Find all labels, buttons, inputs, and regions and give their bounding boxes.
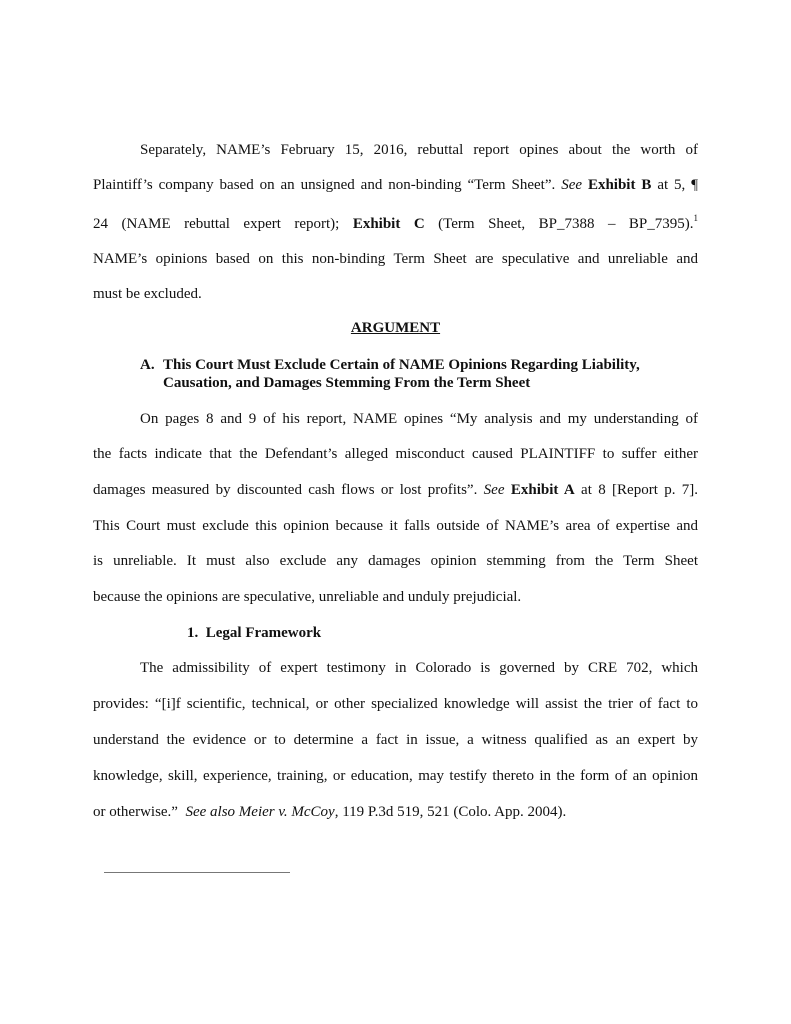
paragraph-1-line-1 [140, 141, 698, 159]
paragraph-text: because the opinions are speculative, unreliable and unduly prejudicial. [93, 589, 522, 605]
paragraph-2-line-6 [93, 588, 698, 606]
paragraph-3-line-5 [93, 803, 698, 821]
exhibit-c-reference: Exhibit C [352, 216, 425, 232]
see-signal: See [561, 177, 583, 193]
subsection-number: 1. [187, 625, 199, 641]
paragraph-text: 24 (NAME rebuttal expert report); [93, 216, 340, 232]
paragraph-text: knowledge, skill, experience, training, or education, may testify thereto in the form of an opinion [93, 768, 698, 784]
subsection-title: Legal Framework [205, 625, 322, 641]
paragraph-2-line-4 [93, 517, 698, 535]
paragraph-text: is unreliable. It must also exclude any damages opinion stemming from the Term Sheet [93, 553, 698, 569]
footnote-marker[interactable]: 1 [693, 213, 699, 223]
paragraph-3-line-4 [93, 767, 698, 785]
paragraph-1-line-4 [93, 250, 698, 268]
paragraph-text: understand the evidence or to determine a fact in issue, a witness qualified as an expert by [93, 732, 698, 748]
paragraph-text: at 8 [Report p. 7]. [581, 482, 699, 498]
paragraph-text: at 5, ¶ [657, 177, 699, 193]
section-letter: A. [140, 357, 155, 373]
footnote-separator [104, 872, 290, 873]
paragraph-2-line-1 [140, 410, 698, 428]
exhibit-a-reference: Exhibit A [510, 482, 575, 498]
paragraph-text: NAME’s opinions based on this non-binding Term Sheet are speculative and unreliable and [93, 251, 698, 267]
argument-heading: ARGUMENT [350, 320, 441, 336]
paragraph-text: Separately, NAME’s February 15, 2016, rebuttal report opines about the worth of [140, 142, 698, 158]
paragraph-text: On pages 8 and 9 of his report, NAME opines “My analysis and my understanding of [140, 411, 698, 427]
paragraph-text: provides: “[i]f scientific, technical, or other specialized knowledge will assist the trier of fact to [93, 696, 698, 712]
paragraph-3-line-3 [93, 731, 698, 749]
exhibit-b-reference: Exhibit B [587, 177, 652, 193]
paragraph-text: the facts indicate that the Defendant’s alleged misconduct caused PLAINTIFF to suffer either [93, 446, 698, 462]
subsection-1-heading [187, 625, 321, 642]
paragraph-text: must be excluded. [93, 286, 202, 302]
paragraph-text-with-footnote [438, 213, 699, 232]
paragraph-2-line-3 [93, 481, 698, 499]
paragraph-text: or otherwise.” [93, 804, 178, 820]
paragraph-3-line-1 [140, 659, 698, 677]
section-a-heading [140, 356, 685, 392]
paragraph-2-line-5 [93, 552, 698, 570]
paragraph-1-line-2 [93, 176, 698, 194]
paragraph-text: , 119 P.3d 519, 521 (Colo. App. 2004). [334, 804, 567, 820]
paragraph-2-line-2 [93, 445, 698, 463]
paragraph-text: The admissibility of expert testimony in Colorado is governed by CRE 702, which [140, 660, 698, 676]
paragraph-text: (Term Sheet, BP_7388 – BP_7395). [438, 216, 694, 232]
case-citation: See also Meier v. McCoy [185, 804, 335, 820]
paragraph-1-line-3 [93, 215, 698, 233]
paragraph-3-line-2 [93, 695, 698, 713]
see-signal: See [483, 482, 505, 498]
paragraph-text: This Court must exclude this opinion because it falls outside of NAME’s area of expertise and [93, 518, 698, 534]
paragraph-text: Plaintiff’s company based on an unsigned and non-binding “Term Sheet”. [93, 177, 556, 193]
paragraph-1-line-5 [93, 285, 698, 303]
section-title: This Court Must Exclude Certain of NAME Opinions Regarding Liability, Causation, and Damages Stemming From the Term Sheet [163, 357, 640, 391]
paragraph-text: damages measured by discounted cash flows or lost profits”. [93, 482, 478, 498]
